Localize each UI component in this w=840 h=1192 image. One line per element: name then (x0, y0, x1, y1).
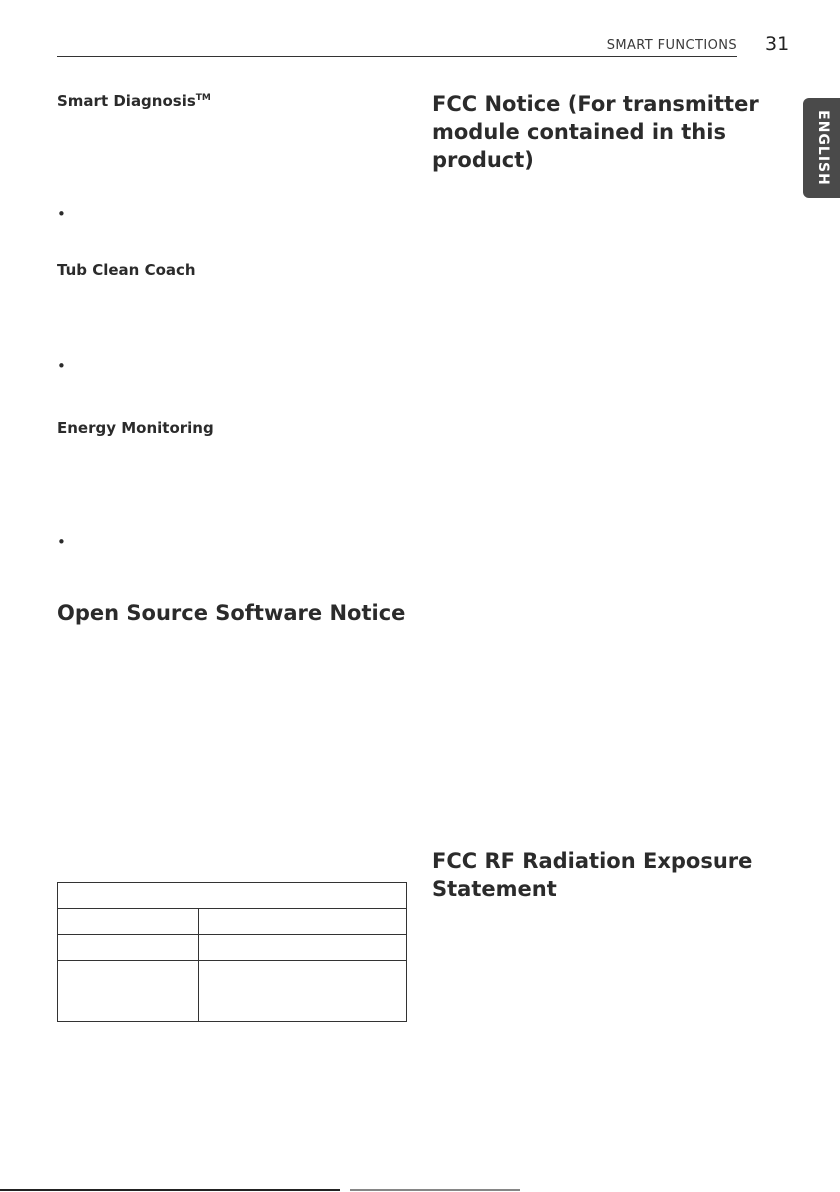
table-cell (199, 909, 407, 935)
table-row (58, 935, 407, 961)
table-cell (58, 909, 199, 935)
table-cell (58, 961, 199, 1022)
running-header-section: SMART FUNCTIONS (606, 38, 737, 53)
header-rule (57, 56, 737, 57)
table-row (58, 961, 407, 1022)
fcc-notice-heading-line: product) (432, 148, 534, 172)
fcc-notice-heading-line: FCC Notice (For transmitter (432, 92, 759, 116)
table-cell (58, 883, 407, 909)
fcc-notice-heading-line: module contained in this (432, 120, 726, 144)
smart-diagnosis-heading (57, 92, 211, 110)
smart-diagnosis-title: Smart Diagnosis (57, 92, 196, 110)
bottom-crop-mark (350, 1189, 520, 1191)
language-tab-label: ENGLISH (815, 110, 831, 186)
language-tab (803, 98, 840, 198)
table-cell (58, 935, 199, 961)
table-cell (199, 961, 407, 1022)
fcc-rf-heading (432, 847, 752, 903)
smart-diagnosis-bullet: • (57, 205, 66, 223)
energy-monitoring-bullet: • (57, 533, 66, 551)
open-source-heading: Open Source Software Notice (57, 601, 406, 625)
trademark-symbol: TM (195, 93, 211, 103)
fcc-rf-heading-line: FCC RF Radiation Exposure (432, 849, 753, 873)
bottom-crop-mark (0, 1189, 340, 1191)
fcc-notice-heading (432, 90, 759, 174)
tub-clean-coach-heading: Tub Clean Coach (57, 261, 196, 279)
tub-clean-coach-bullet: • (57, 357, 66, 375)
table-cell (199, 935, 407, 961)
page-number: 31 (765, 33, 790, 55)
fcc-rf-heading-line: Statement (432, 877, 557, 901)
table-row (58, 883, 407, 909)
open-source-table (57, 882, 407, 1022)
table-row (58, 909, 407, 935)
energy-monitoring-heading: Energy Monitoring (57, 419, 214, 437)
